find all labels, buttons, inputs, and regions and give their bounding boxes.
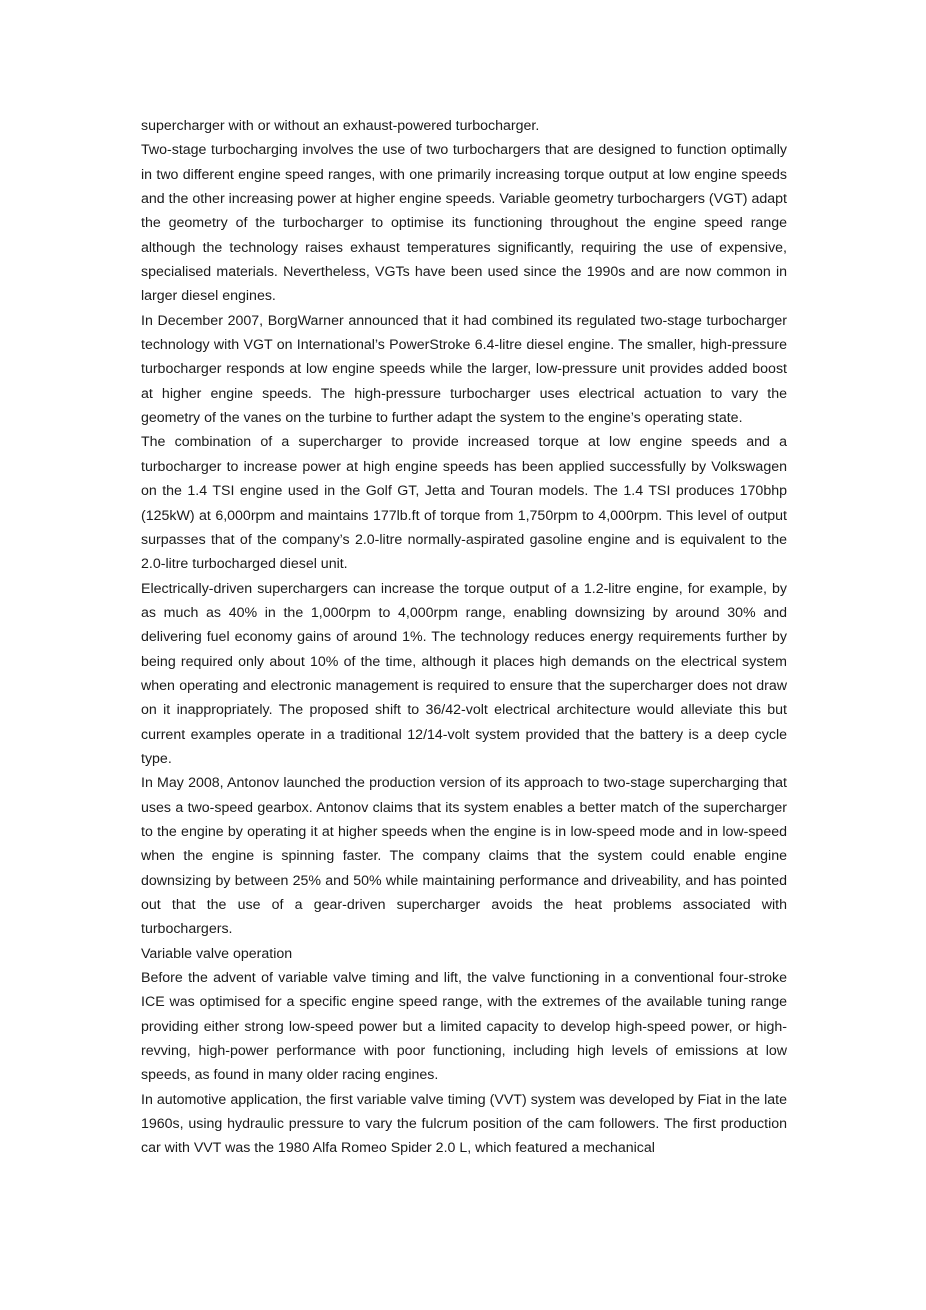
body-text <box>141 114 787 1161</box>
paragraph-electric-superchargers: Electrically-driven superchargers can increase the torque output of a 1.2-litre engine, for example, by as much as 40% in the 1,000rpm to 4,000rpm range, enabling downsizing by around 30% and delivering fuel economy gains of around 1%. The technology reduces energy requirements further by being required only about 10% of the time, although it places high demands on the electrical system when operating and electronic management is required to ensure that the supercharger does not draw on it inappropriately. The proposed shift to 36/42-volt electrical architecture would alleviate this but current examples operate in a traditional 12/14-volt system provided that the battery is a deep cycle type. <box>141 580 787 767</box>
paragraph-supercharger-intro: supercharger with or without an exhaust-powered turbocharger. <box>141 118 540 134</box>
paragraph-antonov: In May 2008, Antonov launched the production version of its approach to two-stage supercharging that uses a two-speed gearbox. Antonov claims that its system enables a better match of the supercharger to the engine by operating it at higher speeds when the engine is in low-speed mode and in low-speed when the engine is spinning faster. The company claims that the system could enable engine downsizing by between 25% and 50% while maintaining performance and driveability, and has pointed out that the use of a gear-driven supercharger avoids the heat problems associated with turbochargers. <box>141 775 787 938</box>
paragraph-two-stage-turbocharging: Two-stage turbocharging involves the use of two turbochargers that are designed to function optimally in two different engine speed ranges, with one primarily increasing torque output at low engine speeds and the other increasing power at higher engine speeds. Variable geometry turbochargers (VGT) adapt the geometry of the turbocharger to optimise its functioning throughout the engine speed range although the technology raises exhaust temperatures significantly, requiring the use of expensive, specialised materials. Nevertheless, VGTs have been used since the 1990s and are now common in larger diesel engines. <box>141 142 787 305</box>
paragraph-valve-timing-history: Before the advent of variable valve timing and lift, the valve functioning in a conventional four-stroke ICE was optimised for a specific engine speed range, with the extremes of the available tuning range providing either strong low-speed power but a limited capacity to develop high-speed power, or high-revving, high-power performance with poor functioning, including high levels of emissions at low speeds, as found in many older racing engines. <box>141 970 787 1084</box>
paragraph-vvt-fiat: In automotive application, the first variable valve timing (VVT) system was developed by Fiat in the late 1960s, using hydraulic pressure to vary the fulcrum position of the cam followers. The first production car with VVT was the 1980 Alfa Romeo Spider 2.0 L, which featured a mechanical <box>141 1091 787 1157</box>
section-heading: Variable valve operation <box>141 945 293 962</box>
paragraph-borgwarner: In December 2007, BorgWarner announced that it had combined its regulated two-stage turbocharger technology with VGT on International’s PowerStroke 6.4-litre diesel engine. The smaller, high-pressure turbocharger responds at low engine speeds while the larger, low-pressure unit provides added boost at higher engine speeds. The high-pressure turbocharger uses electrical actuation to vary the geometry of the vanes on the turbine to further adapt the system to the engine’s operating state. <box>141 312 787 427</box>
paragraph-volkswagen-tsi: The combination of a supercharger to provide increased torque at low engine speeds and a turbocharger to increase power at high engine speeds has been applied successfully by Volkswagen on the 1.4 TSI engine used in the Golf GT, Jetta and Touran models. The 1.4 TSI produces 170bhp (125kW) at 6,000rpm and maintains 177lb.ft of torque from 1,750rpm to 4,000rpm. This level of output surpasses that of the company’s 2.0-litre normally-aspirated gasoline engine and is equivalent to the 2.0-litre turbocharged diesel unit. <box>141 434 787 573</box>
